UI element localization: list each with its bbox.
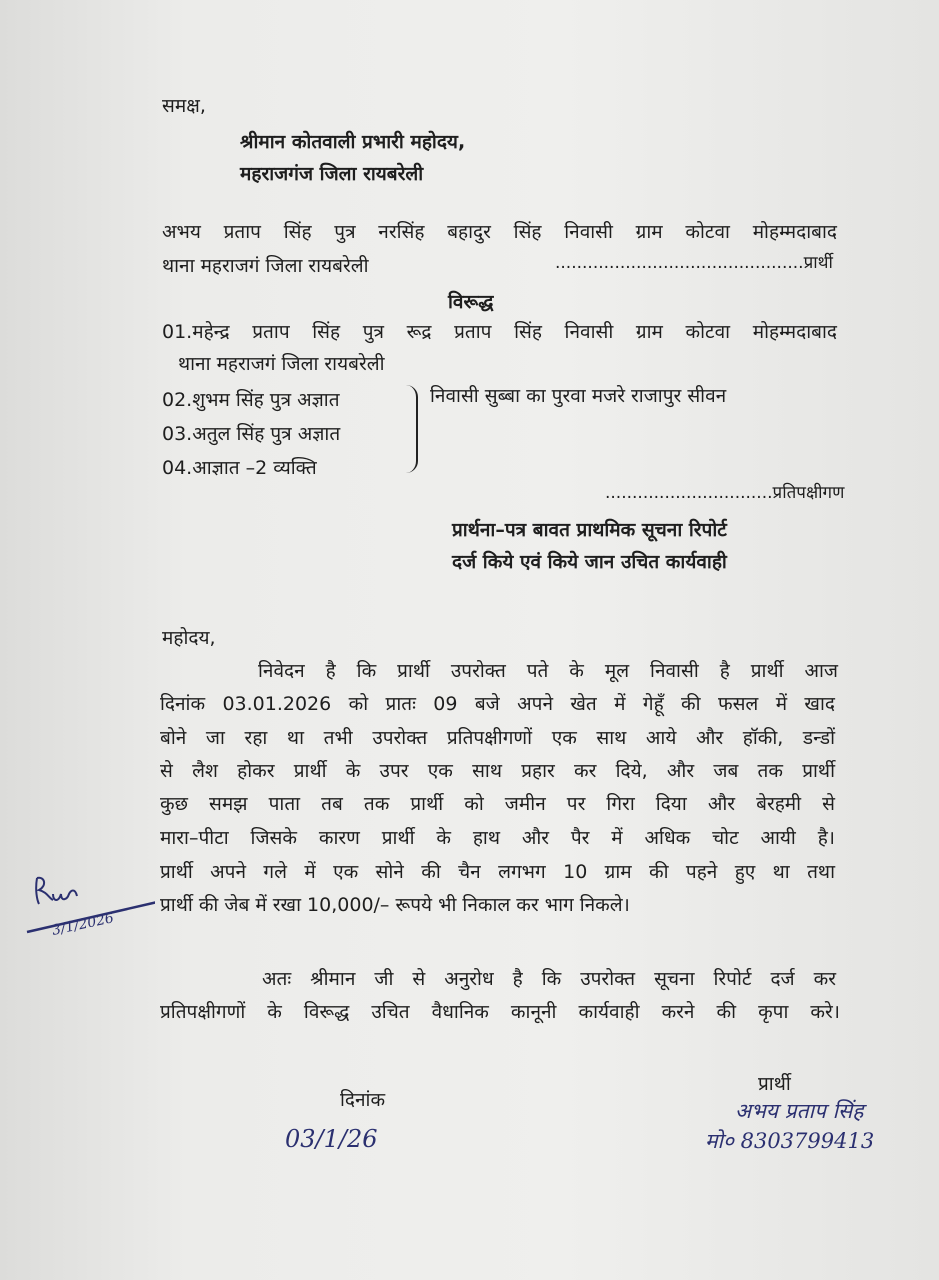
versus-heading: विरूद्ध: [448, 291, 494, 313]
applicant-line2: थाना महराजगं जिला रायबरेली: [162, 255, 369, 277]
request-line: अतः श्रीमान जी से अनुरोध है कि उपरोक्त सूचना रिपोर्ट दर्ज कर: [262, 968, 836, 990]
salutation: महोदय,: [162, 627, 216, 649]
opponent-2: 02.शुभम सिंह पुत्र अज्ञात: [162, 389, 340, 411]
body-line: प्रार्थी अपने गले में एक सोने की चैन लगभग 10 ग्राम की पहने हुए था तथा: [160, 861, 835, 883]
opponent-3: 03.अतुल सिंह पुत्र अज्ञात: [162, 423, 341, 445]
date-value: 03/1/26: [285, 1125, 378, 1153]
opponent-1-address: थाना महराजगं जिला रायबरेली: [178, 353, 385, 375]
addressee-location: महराजगंज जिला रायबरेली: [240, 163, 424, 185]
margin-signature-stamp: [25, 870, 155, 940]
opponent-4: 04.आज्ञात –2 व्यक्ति: [162, 457, 317, 479]
opponents-group-address: निवासी सुब्बा का पुरवा मजरे राजापुर सीवन: [430, 385, 727, 407]
brace-mark: [402, 385, 418, 473]
addressee: श्रीमान कोतवाली प्रभारी महोदय,: [240, 131, 466, 153]
subject-line1: प्रार्थना–पत्र बावत प्राथमिक सूचना रिपोर्ट: [452, 519, 727, 541]
date-label: दिनांक: [340, 1089, 386, 1111]
opponents-role: ...............................प्रतिपक्षीगण: [605, 483, 845, 503]
request-line: प्रतिपक्षीगणों के विरूद्ध उचित वैधानिक कानूनी कार्यवाही करने की कृपा करे।: [160, 1001, 840, 1023]
body-line: मारा–पीटा जिसके कारण प्रार्थी के हाथ और पैर में अधिक चोट आयी है।: [160, 827, 835, 849]
applicant-signature: अभय प्रताप सिंह: [735, 1099, 864, 1123]
applicant-line1: अभय प्रताप सिंह पुत्र नरसिंह बहादुर सिंह निवासी ग्राम कोटवा मोहम्मदाबाद: [162, 221, 837, 243]
applicant-phone: मो० 8303799413: [705, 1129, 875, 1153]
subject-line2: दर्ज किये एवं किये जान उचित कार्यवाही: [452, 551, 727, 573]
applicant-label: प्रार्थी: [758, 1073, 791, 1095]
svg-text:3/1/2026: 3/1/2026: [50, 910, 116, 939]
opponent-1: 01.महेन्द्र प्रताप सिंह पुत्र रूद्र प्रताप सिंह निवासी ग्राम कोटवा मोहम्मदाबाद: [162, 321, 837, 343]
body-line: कुछ समझ पाता तब तक प्रार्थी को जमीन पर गिरा दिया और बेरहमी से: [160, 793, 835, 815]
body-line: बोने जा रहा था तभी उपरोक्त प्रतिपक्षीगणों एक साथ आये और हॉकी, डन्डों: [160, 727, 835, 749]
applicant-role: ..............................................प्रार्थी: [555, 253, 833, 273]
body-line: दिनांक 03.01.2026 को प्रातः 09 बजे अपने खेत में गेहूँ की फसल में खाद: [160, 693, 835, 715]
body-line: निवेदन है कि प्रार्थी उपरोक्त पते के मूल निवासी है प्रार्थी आज: [258, 660, 838, 682]
body-line: प्रार्थी की जेब में रखा 10,000/– रूपये भी निकाल कर भाग निकले।: [160, 894, 630, 916]
to-label: समक्ष,: [162, 95, 206, 117]
body-line: से लैश होकर प्रार्थी के उपर एक साथ प्रहार कर दिये, और जब तक प्रार्थी: [160, 760, 835, 782]
